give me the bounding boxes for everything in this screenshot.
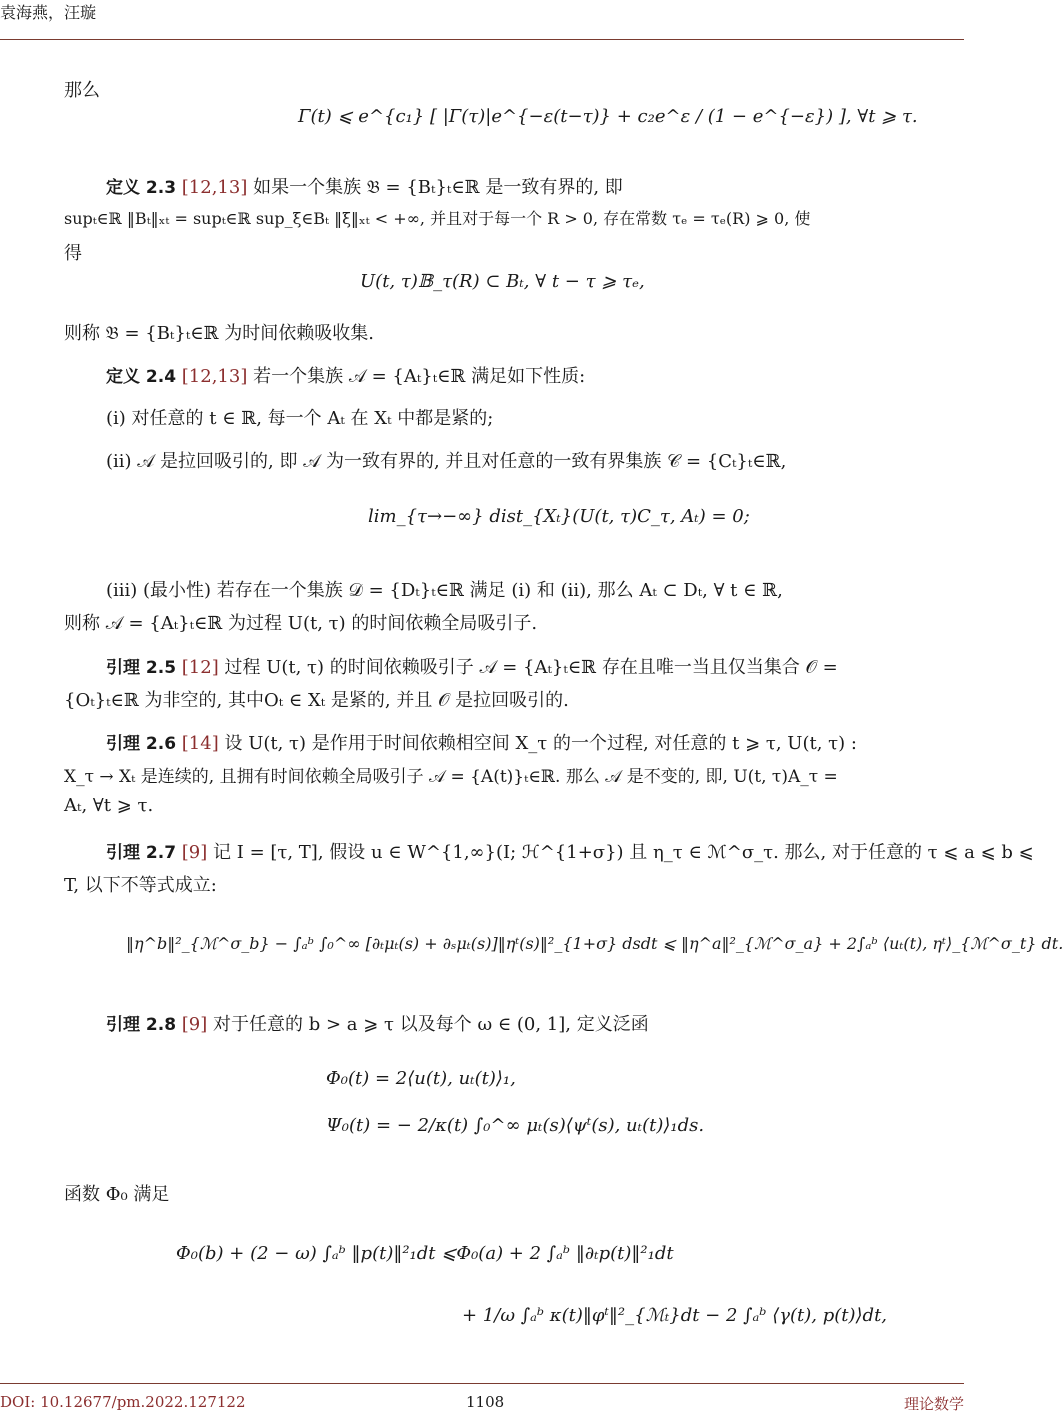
lemma-2-5-line-2: {Oₜ}ₜ∈ℝ 为非空的, 其中Oₜ ∈ Xₜ 是紧的, 并且 𝒪 是拉回吸引的. — [64, 690, 569, 711]
lemma-2-7-line-2: T, 以下不等式成立: — [64, 875, 217, 896]
footer-doi-link[interactable]: DOI: 10.12677/pm.2022.127122 — [0, 1393, 246, 1411]
lemma-2-7-label: 引理 2.7 — [106, 843, 177, 863]
paragraph-then: 那么 — [64, 80, 100, 101]
definition-2-4-refs[interactable]: [12,13] — [181, 366, 248, 387]
definition-2-3-line-2: supₜ∈ℝ ‖Bₜ‖ₓₜ = supₜ∈ℝ sup_ξ∈Bₜ ‖ξ‖ₓₜ < +∞, 并且对于每一个 R > 0, 存在常数 τₑ = τₑ(R) ⩾ 0, 使 — [64, 209, 811, 228]
definition-2-3-label: 定义 2.3 — [106, 178, 177, 198]
equation-phi0: Φ₀(t) = 2⟨u(t), uₜ(t)⟩₁, — [326, 1068, 516, 1089]
definition-2-4-item-ii: (ii) 𝒜 是拉回吸引的, 即 𝒜 为一致有界的, 并且对任意的一致有界集族 𝒞 = {Cₜ}ₜ∈ℝ, — [106, 451, 787, 472]
definition-2-4-label: 定义 2.4 — [106, 367, 177, 387]
equation-memory-inequality: ‖η^b‖²_{ℳ^σ_b} − ∫ₐᵇ ∫₀^∞ [∂ₜμₜ(s) + ∂ₛμₜ(s)]‖ηᵗ(s)‖²_{1+σ} dsdt ⩽ ‖η^a‖²_{ℳ^σ_a} + 2∫ₐᵇ ⟨uₜ(t), ηᵗ⟩_{ℳ^σ_t} dt. — [126, 934, 1063, 953]
definition-2-3-conclusion: 则称 𝔅 = {Bₜ}ₜ∈ℝ 为时间依赖吸收集. — [64, 323, 374, 344]
lemma-2-7-text-1: 记 I = [τ, T], 假设 u ∈ W^{1,∞}(I; ℋ^{1+σ}) 且 η_τ ∈ ℳ^σ_τ. 那么, 对于任意的 τ ⩽ a ⩽ b ⩽ — [213, 842, 1034, 863]
equation-absorbing-set: U(t, τ)𝔹_τ(R) ⊂ Bₜ, ∀ t − τ ⩾ τₑ, — [360, 271, 645, 292]
footer-journal-name[interactable]: 理论数学 — [903, 1395, 964, 1413]
lemma-2-6-refs[interactable]: [14] — [181, 733, 219, 754]
lemma-2-8-label: 引理 2.8 — [106, 1015, 177, 1035]
definition-2-4-conclusion: 则称 𝒜 = {Aₜ}ₜ∈ℝ 为过程 U(t, τ) 的时间依赖全局吸引子. — [64, 613, 538, 634]
lemma-2-6-line-2: X_τ → Xₜ 是连续的, 且拥有时间依赖全局吸引子 𝒜 = {A(t)}ₜ∈ℝ. 那么 𝒜 是不变的, 即, U(t, τ)A_τ = — [64, 767, 838, 787]
paragraph-phi-satisfies: 函数 Φ₀ 满足 — [64, 1184, 170, 1205]
equation-limit-dist: lim_{τ→−∞} dist_{Xₜ}(U(t, τ)C_τ, Aₜ) = 0; — [368, 506, 750, 527]
lemma-2-6-line-3: Aₜ, ∀t ⩾ τ. — [64, 795, 154, 816]
definition-2-3-text-1: 如果一个集族 𝔅 = {Bₜ}ₜ∈ℝ 是一致有界的, 即 — [253, 177, 623, 198]
footer-rule — [0, 1383, 964, 1384]
running-header-authors: 袁海燕，汪璇 — [0, 3, 97, 22]
definition-2-4-item-i: (i) 对任意的 t ∈ ℝ, 每一个 Aₜ 在 Xₜ 中都是紧的; — [106, 408, 494, 429]
lemma-2-5-refs[interactable]: [12] — [181, 657, 219, 678]
lemma-2-8-text-1: 对于任意的 b > a ⩾ τ 以及每个 ω ∈ (0, 1], 定义泛函 — [213, 1014, 649, 1035]
lemma-2-5-text-1: 过程 U(t, τ) 的时间依赖吸引子 𝒜 = {Aₜ}ₜ∈ℝ 存在且唯一当且仅当集合 𝒪 = — [224, 657, 838, 678]
equation-phi-estimate-line-1: Φ₀(b) + (2 − ω) ∫ₐᵇ ‖p(t)‖²₁dt ⩽Φ₀(a) + 2 ∫ₐᵇ ‖∂ₜp(t)‖²₁dt — [176, 1243, 674, 1264]
equation-phi-estimate-line-2: + 1/ω ∫ₐᵇ κ(t)‖φᵗ‖²_{ℳₜ}dt − 2 ∫ₐᵇ ⟨γ(t), p(t)⟩dt, — [462, 1305, 888, 1326]
lemma-2-8-refs[interactable]: [9] — [181, 1014, 208, 1035]
lemma-2-5-label: 引理 2.5 — [106, 658, 177, 678]
equation-psi0: Ψ₀(t) = − 2/κ(t) ∫₀^∞ μₜ(s)⟨ψᵗ(s), uₜ(t)⟩₁ds. — [326, 1115, 705, 1136]
lemma-2-6-label: 引理 2.6 — [106, 734, 177, 754]
lemma-2-6-line-1 — [106, 729, 964, 755]
lemma-2-6-text-1: 设 U(t, τ) 是作用于时间依赖相空间 X_τ 的一个过程, 对任意的 t ⩾ τ, U(t, τ) : — [224, 733, 857, 754]
footer-page-number: 1108 — [466, 1393, 505, 1411]
header-rule — [0, 39, 964, 40]
definition-2-3-line-1 — [106, 173, 964, 199]
lemma-2-8-line-1 — [106, 1010, 964, 1036]
lemma-2-5-line-1 — [106, 653, 964, 679]
definition-2-4-item-iii: (iii) (最小性) 若存在一个集族 𝒟 = {Dₜ}ₜ∈ℝ 满足 (i) 和 (ii), 那么 Aₜ ⊂ Dₜ, ∀ t ∈ ℝ, — [106, 580, 783, 601]
lemma-2-7-line-1 — [106, 838, 1034, 864]
definition-2-3-refs[interactable]: [12,13] — [181, 177, 248, 198]
definition-2-3-line-3: 得 — [64, 243, 82, 264]
definition-2-4-text-1: 若一个集族 𝒜 = {Aₜ}ₜ∈ℝ 满足如下性质: — [253, 366, 586, 387]
lemma-2-7-refs[interactable]: [9] — [181, 842, 208, 863]
equation-gamma-bound: Γ(t) ⩽ e^{c₁} [ |Γ(τ)|e^{−ε(t−τ)} + c₂e^ε / (1 − e^{−ε}) ], ∀t ⩾ τ. — [298, 106, 918, 127]
definition-2-4-line-1 — [106, 362, 964, 388]
